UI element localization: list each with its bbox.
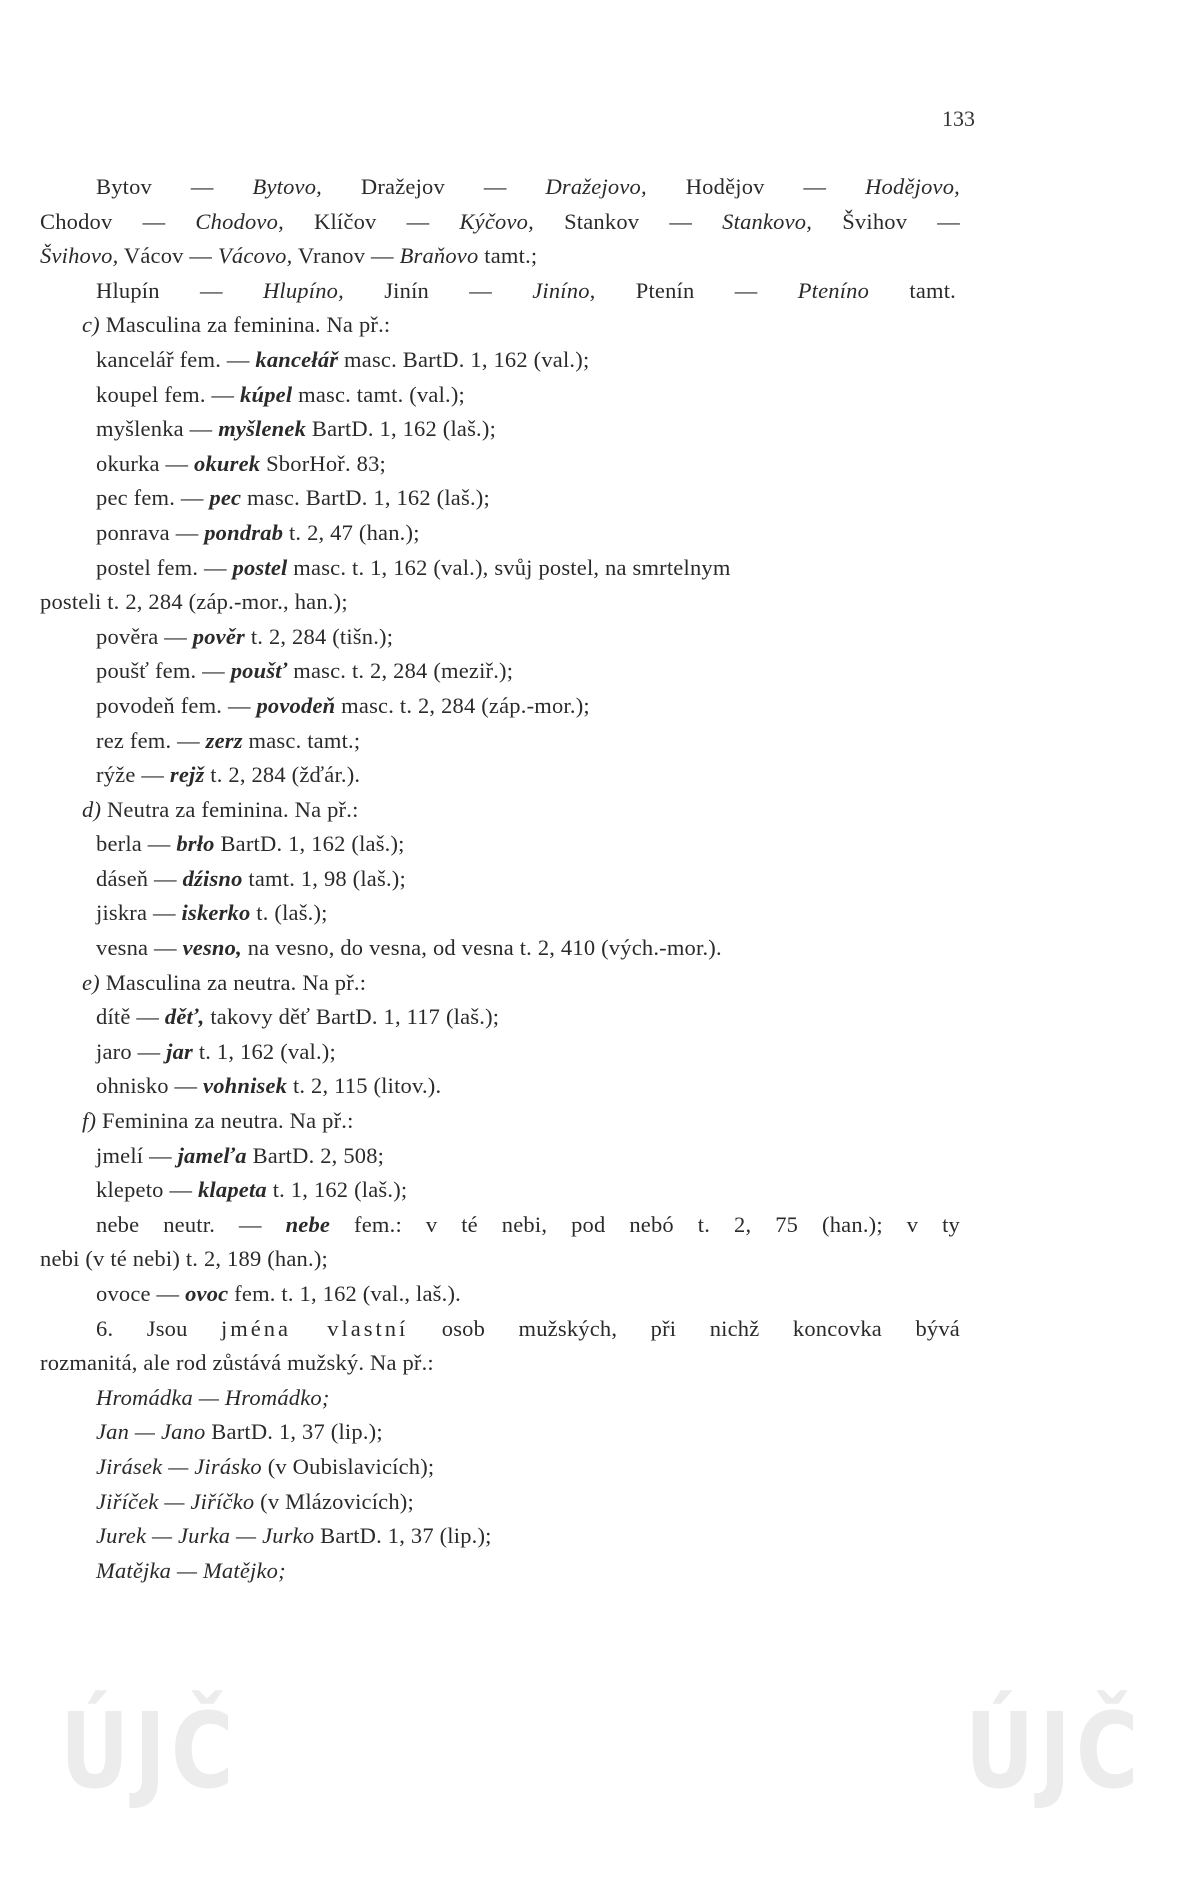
dialect-form: povodeň: [256, 692, 336, 718]
italic-text: Matějka — Matějko;: [96, 1557, 286, 1583]
italic-text: d): [82, 796, 102, 822]
text-line: [40, 1000, 960, 1035]
text-segment: takovy děť BartD. 1, 117 (laš.);: [204, 1004, 500, 1030]
spaced-emphasis: jména vlastní: [221, 1315, 409, 1341]
italic-text: Jiníno,: [532, 277, 596, 303]
italic-text: Hromádka — Hromádko;: [96, 1384, 330, 1410]
text-segment: t. 2, 47 (han.);: [283, 519, 420, 545]
name-entry: [40, 1554, 960, 1589]
text-segment: poušť fem. —: [96, 658, 231, 684]
text-segment: okurka —: [96, 450, 195, 476]
text-segment: Masculina za neutra. Na př.:: [99, 969, 367, 995]
text-line: [40, 1277, 960, 1312]
text-segment: BartD. 1, 162 (laš.);: [306, 416, 497, 442]
section-heading-f: [40, 1104, 960, 1139]
italic-text: Bytovo,: [252, 174, 322, 199]
text-segment: jiskra —: [96, 900, 182, 926]
text-segment: Vranov —: [292, 243, 400, 269]
text-segment: nebe neutr. —: [96, 1211, 286, 1237]
text-line: [40, 1208, 960, 1243]
text-segment: Stankov —: [533, 208, 723, 234]
text-segment: fem. t. 1, 162 (val., laš.).: [228, 1281, 461, 1306]
name-entry: [40, 1485, 960, 1520]
italic-text: Hlupíno,: [262, 277, 344, 303]
dialect-form: myšlenek: [218, 416, 307, 442]
italic-text: Vácovo,: [217, 243, 293, 269]
text-line: [40, 239, 960, 274]
text-segment: t. 2, 284 (tišn.);: [245, 623, 394, 649]
text-segment: klepeto —: [96, 1177, 198, 1203]
dialect-form: okurek: [194, 450, 261, 476]
dialect-form: klapeta: [197, 1177, 267, 1203]
text-segment: Jinín —: [343, 277, 533, 303]
italic-text: Dražejovo,: [545, 174, 647, 199]
text-segment: Chodov —: [40, 208, 196, 234]
dialect-form: iskerko: [181, 900, 251, 926]
text-segment: Hodějov —: [646, 174, 866, 199]
dialect-form: poušť: [230, 658, 288, 684]
text-line: [40, 896, 960, 931]
text-line: [40, 689, 960, 724]
text-segment: ponrava —: [96, 519, 205, 545]
text-segment: ovoce —: [96, 1281, 186, 1306]
italic-text: Jiříček — Jiříčko: [96, 1488, 255, 1514]
dialect-form: vesno,: [182, 935, 242, 961]
text-segment: masc. BartD. 1, 162 (val.);: [338, 346, 590, 372]
text-segment: osob mužských, při nichž koncovka bývá: [408, 1315, 960, 1341]
italic-text: Jurek — Jurka — Jurko: [96, 1523, 315, 1549]
text-segment: rýže —: [96, 762, 170, 788]
dialect-form: dźisno: [182, 865, 243, 891]
body-text: [40, 170, 960, 1588]
text-segment: BartD. 1, 162 (laš.);: [214, 831, 405, 857]
text-segment: tamt.;: [478, 243, 538, 269]
text-segment: masc. t. 2, 284 (záp.-mor.);: [335, 692, 590, 718]
text-line: [40, 862, 960, 897]
text-segment: BartD. 2, 508;: [246, 1142, 385, 1168]
text-segment: pověra —: [96, 623, 193, 649]
text-segment: (v Oubislavicích);: [261, 1453, 435, 1479]
page-number: 133: [942, 106, 975, 131]
text-segment: jmelí —: [96, 1142, 178, 1168]
text-line: [40, 1035, 960, 1070]
text-segment: Švihov —: [812, 208, 960, 234]
italic-text: e): [82, 969, 100, 995]
italic-text: Braňovo: [399, 243, 479, 269]
italic-text: c): [82, 312, 100, 338]
text-segment: pec fem. —: [96, 485, 210, 511]
text-line: [40, 654, 960, 689]
text-line: [40, 378, 960, 413]
text-line: [40, 1069, 960, 1104]
dialect-form: nebe: [285, 1211, 331, 1237]
text-line: [40, 1139, 960, 1174]
text-segment: tamt.: [869, 277, 956, 303]
italic-text: Chodovo,: [195, 208, 284, 234]
dialect-form: kúpel: [240, 381, 293, 407]
dialect-form: ovoc: [185, 1281, 229, 1306]
text-line: [40, 170, 960, 205]
dialect-form: pondrab: [204, 519, 284, 545]
name-entry: [40, 1519, 960, 1554]
text-line: [40, 516, 960, 551]
italic-text: Jirásek — Jirásko: [96, 1453, 262, 1479]
text-line: [40, 551, 960, 586]
text-segment: Masculina za feminina. Na př.:: [99, 312, 391, 338]
text-line: [40, 1242, 960, 1277]
text-segment: masc. t. 1, 162 (val.), svůj postel, na smrtelnym: [287, 554, 731, 580]
text-segment: masc. tamt. (val.);: [292, 381, 465, 407]
watermark-logo-right: ÚJČ: [965, 1690, 1144, 1812]
text-segment: Vácov —: [118, 243, 218, 269]
dialect-form: postel: [232, 554, 288, 580]
dialect-form: děť,: [164, 1004, 205, 1030]
dialect-form: pec: [209, 485, 242, 511]
text-segment: t. 2, 284 (žďár.).: [204, 762, 361, 788]
text-segment: nebi (v té nebi) t. 2, 189 (han.);: [40, 1246, 328, 1272]
dialect-form: pověr: [192, 623, 246, 649]
italic-text: Pteníno: [797, 277, 870, 303]
text-segment: fem.: v té nebi, pod nebó t. 2, 75 (han.); v ty: [330, 1211, 960, 1237]
dialect-form: brło: [176, 831, 215, 857]
text-segment: Ptenín —: [595, 277, 798, 303]
italic-text: Jan — Jano: [96, 1419, 206, 1445]
text-segment: BartD. 1, 37 (lip.);: [314, 1523, 492, 1549]
text-segment: berla —: [96, 831, 177, 857]
dialect-form: jameľa: [177, 1142, 247, 1168]
italic-text: Švihovo,: [40, 243, 119, 269]
text-line: [40, 931, 960, 966]
dialect-form: rejž: [169, 762, 205, 788]
text-segment: postel fem. —: [96, 554, 233, 580]
text-segment: BartD. 1, 37 (lip.);: [205, 1419, 383, 1445]
text-segment: t. 1, 162 (val.);: [193, 1038, 336, 1064]
text-line: [40, 447, 960, 482]
text-segment: jaro —: [96, 1038, 167, 1064]
text-segment: rozmanitá, ale rod zůstává mužský. Na př.:: [40, 1350, 434, 1376]
text-line: [40, 585, 960, 620]
text-segment: Neutra za feminina. Na př.:: [101, 796, 359, 822]
text-segment: masc. tamt.;: [242, 727, 361, 753]
text-segment: masc. BartD. 1, 162 (laš.);: [241, 485, 490, 511]
name-entry: [40, 1450, 960, 1485]
text-segment: dáseň —: [96, 865, 183, 891]
text-line: [40, 827, 960, 862]
text-segment: Bytov —: [96, 174, 253, 199]
text-segment: posteli t. 2, 284 (záp.-mor., han.);: [40, 589, 348, 615]
text-line: [40, 274, 956, 309]
text-segment: Hlupín —: [96, 277, 263, 303]
text-segment: (v Mlázovicích);: [254, 1488, 414, 1514]
text-line: [40, 724, 960, 759]
text-segment: t. (laš.);: [250, 900, 328, 926]
text-segment: t. 2, 115 (litov.).: [287, 1073, 442, 1099]
section-heading-c: [40, 308, 960, 343]
text-line: [40, 205, 960, 240]
italic-text: Hodějovo,: [865, 174, 960, 199]
text-segment: tamt. 1, 98 (laš.);: [242, 865, 406, 891]
watermark-logo-left: ÚJČ: [60, 1690, 239, 1812]
text-segment: myšlenka —: [96, 416, 219, 442]
text-segment: Klíčov —: [283, 208, 460, 234]
section-heading-d: [40, 793, 960, 828]
text-segment: vesna —: [96, 935, 183, 961]
dialect-form: jar: [166, 1038, 193, 1064]
dialect-form: zerz: [205, 727, 243, 753]
paragraph-6-line: [40, 1312, 960, 1347]
text-segment: masc. t. 2, 284 (meziř.);: [287, 658, 514, 684]
text-line: [40, 481, 960, 516]
text-segment: rez fem. —: [96, 727, 206, 753]
text-segment: povodeň fem. —: [96, 692, 257, 718]
paragraph-6-line: [40, 1346, 960, 1381]
dialect-form: kancełář: [255, 346, 339, 372]
dialect-form: vohnisek: [203, 1073, 288, 1099]
text-segment: ohnisko —: [96, 1073, 204, 1099]
text-segment: koupel fem. —: [96, 381, 241, 407]
text-segment: t. 1, 162 (laš.);: [266, 1177, 408, 1203]
name-entry: [40, 1415, 960, 1450]
text-segment: SborHoř. 83;: [260, 450, 386, 476]
text-segment: dítě —: [96, 1004, 165, 1030]
text-segment: Feminina za neutra. Na př.:: [96, 1108, 354, 1134]
italic-text: f): [82, 1108, 97, 1134]
text-line: [40, 343, 960, 378]
text-line: [40, 1173, 960, 1208]
text-line: [40, 412, 960, 447]
text-segment: kancelář fem. —: [96, 346, 256, 372]
section-heading-e: [40, 966, 960, 1001]
italic-text: Stankovo,: [722, 208, 813, 234]
text-segment: na vesno, do vesna, od vesna t. 2, 410 (vých.-mor.).: [241, 935, 722, 961]
italic-text: Kýčovo,: [459, 208, 534, 234]
text-segment: 6. Jsou: [96, 1315, 222, 1341]
name-entry: [40, 1381, 960, 1416]
text-line: [40, 758, 960, 793]
text-line: [40, 620, 960, 655]
text-segment: Dražejov —: [322, 174, 546, 199]
